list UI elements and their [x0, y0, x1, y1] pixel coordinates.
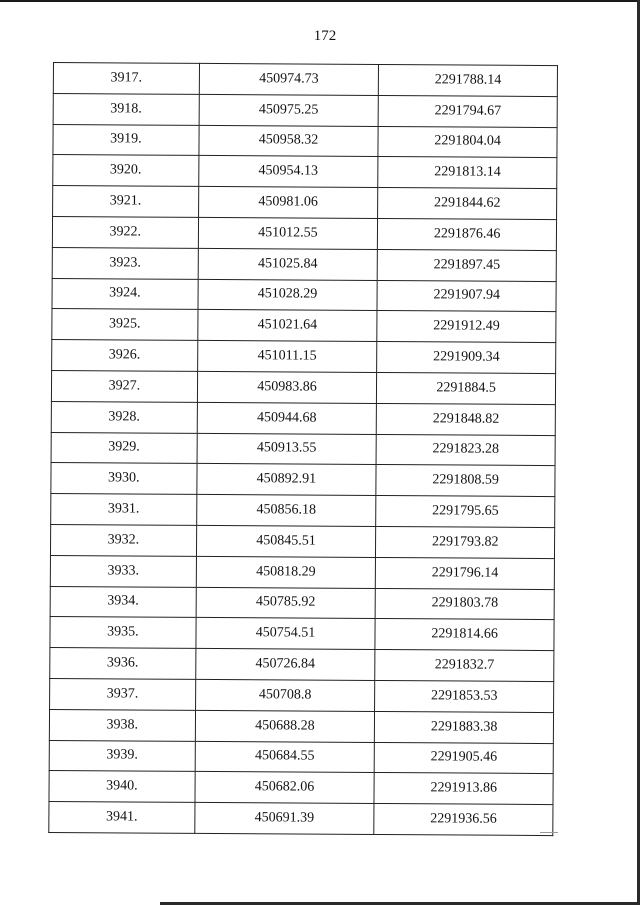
point-number-cell: 3917.	[53, 63, 199, 95]
table-row	[50, 524, 554, 558]
x-coordinate-cell: 450944.68	[197, 402, 377, 434]
y-coordinate-cell: 2291803.78	[375, 588, 554, 620]
point-number-cell: 3930.	[51, 463, 197, 495]
point-number-cell: 3937.	[50, 678, 196, 710]
x-coordinate-cell: 450726.84	[195, 649, 375, 681]
table-row	[50, 586, 554, 620]
y-coordinate-cell: 2291793.82	[376, 526, 555, 558]
x-coordinate-cell: 450691.39	[194, 803, 374, 835]
point-number-cell: 3921.	[53, 186, 199, 218]
y-coordinate-cell: 2291844.62	[378, 188, 557, 220]
y-coordinate-cell: 2291907.94	[377, 280, 556, 312]
x-coordinate-cell: 450981.06	[198, 187, 378, 219]
x-coordinate-cell: 450845.51	[196, 525, 376, 557]
x-coordinate-cell: 450975.25	[199, 94, 379, 126]
y-coordinate-cell: 2291808.59	[376, 465, 555, 497]
page-number: 172	[313, 28, 337, 44]
y-coordinate-cell: 2291794.67	[378, 95, 557, 127]
x-coordinate-cell: 450856.18	[196, 495, 376, 527]
point-number-cell: 3931.	[51, 494, 197, 526]
point-number-cell: 3935.	[50, 617, 196, 649]
point-number-cell: 3919.	[53, 124, 199, 156]
y-coordinate-cell: 2291853.53	[375, 680, 554, 712]
y-coordinate-cell: 2291823.28	[376, 434, 555, 466]
y-coordinate-cell: 2291897.45	[377, 249, 556, 281]
x-coordinate-cell: 451012.55	[198, 217, 378, 249]
x-coordinate-cell: 450974.73	[199, 63, 379, 95]
x-coordinate-cell: 450818.29	[196, 556, 376, 588]
x-coordinate-cell: 450954.13	[198, 156, 378, 188]
point-number-cell: 3936.	[50, 648, 196, 680]
point-number-cell: 3933.	[50, 555, 196, 587]
scan-artifact-mark	[540, 832, 558, 833]
y-coordinate-cell: 2291814.66	[375, 619, 554, 651]
y-coordinate-cell: 2291912.49	[377, 311, 556, 343]
table-row	[51, 370, 555, 404]
y-coordinate-cell: 2291788.14	[379, 64, 558, 96]
x-coordinate-cell: 450684.55	[195, 741, 375, 773]
table-row	[53, 63, 557, 97]
point-number-cell: 3934.	[50, 586, 196, 618]
point-number-cell: 3924.	[52, 278, 198, 310]
x-coordinate-cell: 451028.29	[198, 279, 378, 311]
y-coordinate-cell: 2291884.5	[377, 372, 556, 404]
point-number-cell: 3929.	[51, 432, 197, 464]
y-coordinate-cell: 2291883.38	[375, 711, 554, 743]
y-coordinate-cell: 2291876.46	[378, 218, 557, 250]
table-row	[53, 124, 557, 158]
table-row	[53, 93, 557, 127]
point-number-cell: 3932.	[50, 524, 196, 556]
coordinates-table-body	[49, 63, 558, 836]
point-number-cell: 3918.	[53, 93, 199, 125]
x-coordinate-cell: 450913.55	[197, 433, 377, 465]
y-coordinate-cell: 2291813.14	[378, 157, 557, 189]
table-row	[53, 155, 557, 189]
y-coordinate-cell: 2291905.46	[374, 742, 553, 774]
point-number-cell: 3922.	[52, 216, 198, 248]
table-row	[50, 678, 554, 712]
table-row	[52, 278, 556, 312]
table-row	[50, 617, 554, 651]
y-coordinate-cell: 2291936.56	[374, 804, 553, 836]
point-number-cell: 3940.	[49, 771, 195, 803]
x-coordinate-cell: 450958.32	[199, 125, 379, 157]
table-row	[53, 186, 557, 220]
table-row	[49, 709, 553, 743]
table-row	[52, 216, 556, 250]
y-coordinate-cell: 2291832.7	[375, 650, 554, 682]
table-row	[49, 740, 553, 774]
table-row	[50, 648, 554, 682]
x-coordinate-cell: 450754.51	[196, 618, 376, 650]
point-number-cell: 3938.	[49, 709, 195, 741]
y-coordinate-cell: 2291804.04	[378, 126, 557, 158]
x-coordinate-cell: 450983.86	[197, 371, 377, 403]
x-coordinate-cell: 450688.28	[195, 710, 375, 742]
point-number-cell: 3927.	[51, 370, 197, 402]
y-coordinate-cell: 2291848.82	[377, 403, 556, 435]
x-coordinate-cell: 450682.06	[195, 772, 375, 804]
x-coordinate-cell: 450785.92	[196, 587, 376, 619]
point-number-cell: 3923.	[52, 247, 198, 279]
table-row	[51, 432, 555, 466]
table-row	[51, 494, 555, 528]
table-row	[52, 309, 556, 343]
table-row	[50, 555, 554, 589]
table-row	[51, 463, 555, 497]
point-number-cell: 3939.	[49, 740, 195, 772]
point-number-cell: 3920.	[53, 155, 199, 187]
scan-edge-top	[0, 0, 640, 6]
point-number-cell: 3926.	[52, 340, 198, 372]
table-row	[52, 247, 556, 281]
point-number-cell: 3941.	[49, 802, 195, 834]
x-coordinate-cell: 450892.91	[197, 464, 377, 496]
y-coordinate-cell: 2291909.34	[377, 342, 556, 374]
point-number-cell: 3928.	[51, 401, 197, 433]
point-number-cell: 3925.	[52, 309, 198, 341]
y-coordinate-cell: 2291913.86	[374, 773, 553, 805]
table-row	[51, 401, 555, 435]
table-row	[49, 771, 553, 805]
x-coordinate-cell: 451025.84	[198, 248, 378, 280]
coordinates-table	[48, 62, 558, 836]
x-coordinate-cell: 451021.64	[197, 310, 377, 342]
y-coordinate-cell: 2291795.65	[376, 496, 555, 528]
y-coordinate-cell: 2291796.14	[376, 557, 555, 589]
x-coordinate-cell: 451011.15	[197, 341, 377, 373]
table-row	[49, 802, 553, 836]
x-coordinate-cell: 450708.8	[195, 679, 375, 711]
table-row	[52, 340, 556, 374]
